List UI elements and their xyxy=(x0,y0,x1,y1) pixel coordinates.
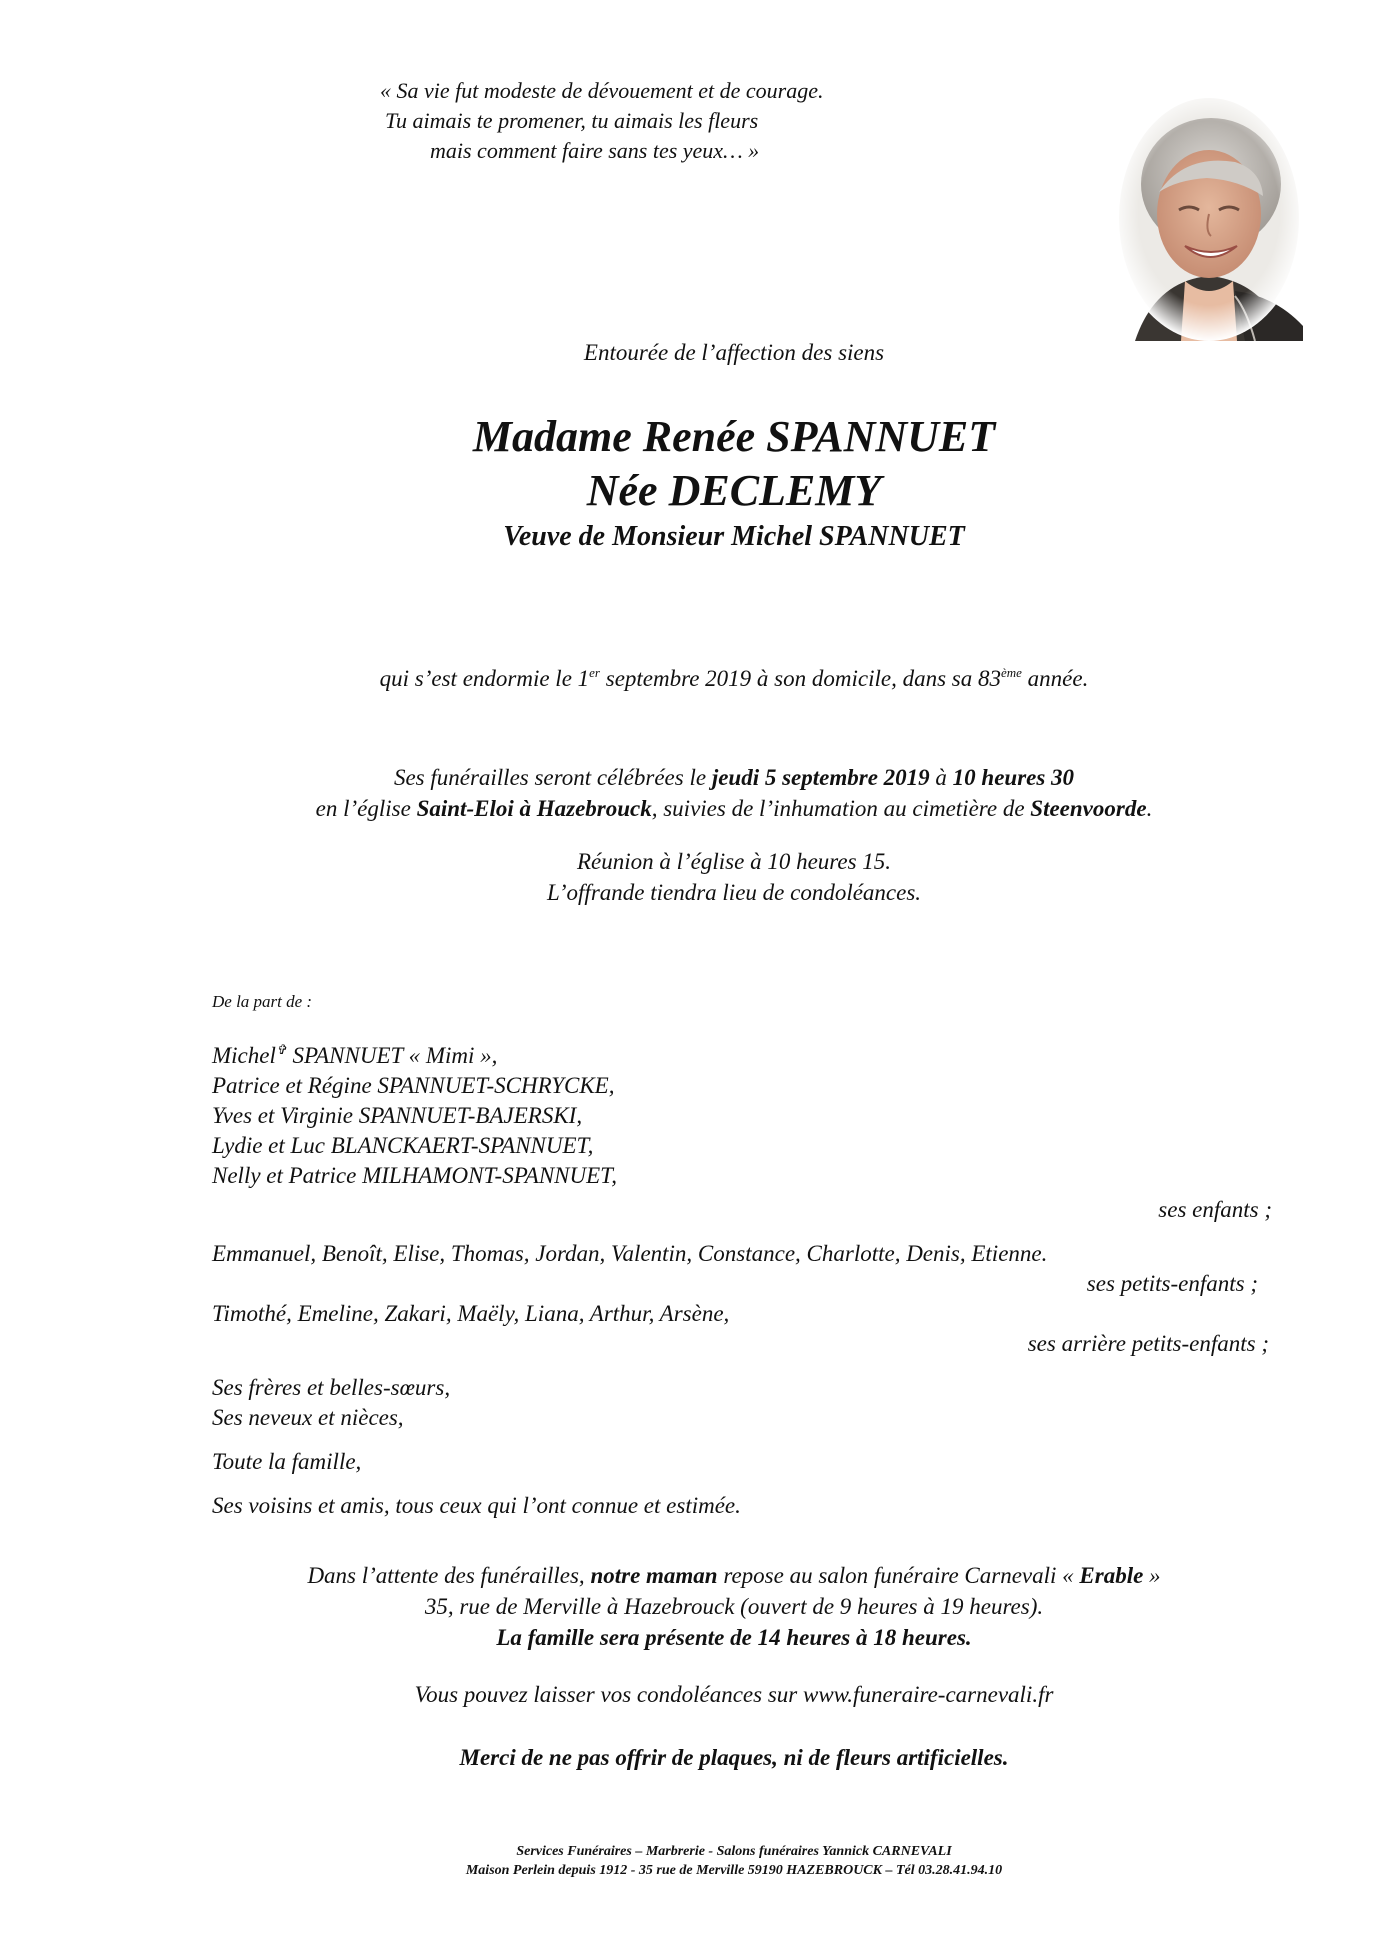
funeral-line-2 xyxy=(0,793,1378,824)
funeral-time: 10 heures 30 xyxy=(952,765,1075,790)
funeral-text-b: à xyxy=(929,765,953,790)
neighbours-line: Ses voisins et amis, tous ceux qui l’ont connue et estimée. xyxy=(212,1493,741,1518)
child-first xyxy=(212,1035,1272,1071)
quote-line-2: Tu aimais te promener, tu aimais les fleurs xyxy=(385,108,759,133)
death-text-3: année. xyxy=(1021,666,1089,691)
grandchildren-label: ses petits-enfants ; xyxy=(1086,1271,1258,1296)
quote-line-3: mais comment faire sans tes yeux… » xyxy=(430,138,760,163)
nephews-line: Ses neveux et nièces, xyxy=(212,1405,404,1430)
death-sup-2: ème xyxy=(1000,665,1022,680)
funeral-church: Saint-Eloi à Hazebrouck xyxy=(416,796,652,821)
deceased-full-name: Madame Renée SPANNUET xyxy=(472,412,996,461)
meeting-line-1: Réunion à l’église à 10 heures 15. xyxy=(576,849,892,874)
death-sup-1: er xyxy=(589,665,600,680)
grandchildren-list: Emmanuel, Benoît, Elise, Thomas, Jordan, Valentin, Constance, Charlotte, Denis, Etienne. xyxy=(212,1241,1048,1266)
salon-line-3: La famille sera présente de 14 heures à 18 heures. xyxy=(496,1625,972,1650)
child-item: Nelly et Patrice MILHAMONT-SPANNUET, xyxy=(212,1163,618,1188)
footer-line-1: Services Funéraires – Marbrerie - Salons funéraires Yannick CARNEVALI xyxy=(516,1844,952,1859)
children-label: ses enfants ; xyxy=(1158,1197,1272,1222)
death-text-1: qui s’est endormie le 1 xyxy=(379,666,590,691)
death-text-2: septembre 2019 à son domicile, dans sa 83 xyxy=(600,666,1001,691)
whole-family-line: Toute la famille, xyxy=(212,1449,362,1474)
salon-text-a: Dans l’attente des funérailles, xyxy=(307,1563,591,1588)
siblings-line: Ses frères et belles-sœurs, xyxy=(212,1375,451,1400)
deceased-maiden-name: Née DECLEMY xyxy=(586,466,882,515)
child-item: Lydie et Luc BLANCKAERT-SPANNUET, xyxy=(212,1133,594,1158)
deceased-name-block xyxy=(0,410,1378,554)
no-plaques-request: Merci de ne pas offrir de plaques, ni de fleurs artificielles. xyxy=(459,1745,1009,1770)
funeral-text-a: Ses funérailles seront célébrées le xyxy=(393,765,712,790)
funeral-salon-info xyxy=(0,1560,1378,1653)
portrait-photo xyxy=(1115,96,1303,341)
footer xyxy=(0,1842,1378,1880)
child-item: Patrice et Régine SPANNUET-SCHRYCKE, xyxy=(212,1073,615,1098)
child-first-name: Michel xyxy=(212,1043,276,1068)
quote-line-1: « Sa vie fut modeste de dévouement et de courage. xyxy=(380,78,824,103)
salon-mother: notre maman xyxy=(590,1563,718,1588)
salon-line-1 xyxy=(0,1560,1378,1591)
deceased-cross-mark: ✞ xyxy=(275,1042,287,1057)
funeral-details xyxy=(0,762,1378,824)
meeting-info xyxy=(0,846,1378,908)
funeral-cemetery: Steenvoorde xyxy=(1030,796,1147,821)
salon-room-name: Erable xyxy=(1079,1563,1144,1588)
great-grandchildren-label: ses arrière petits-enfants ; xyxy=(1027,1331,1269,1356)
opening-quote xyxy=(320,76,920,166)
child-item: Yves et Virginie SPANNUET-BAJERSKI, xyxy=(212,1103,583,1128)
salon-text-b: repose au salon funéraire Carnevali « xyxy=(717,1563,1080,1588)
family-list xyxy=(212,1035,1272,1521)
funeral-line-1 xyxy=(0,762,1378,793)
intro-line: Entourée de l’affection des siens xyxy=(583,340,885,365)
death-announcement xyxy=(0,665,1378,692)
from-label: De la part de : xyxy=(212,992,313,1011)
child-first-rest: SPANNUET « Mimi », xyxy=(286,1043,498,1068)
funeral-text-d: , suivies de l’inhumation au cimetière de xyxy=(651,796,1031,821)
salon-text-c: » xyxy=(1143,1563,1161,1588)
salon-line-2: 35, rue de Merville à Hazebrouck (ouvert de 9 heures à 19 heures). xyxy=(424,1594,1044,1619)
meeting-line-2: L’offrande tiendra lieu de condoléances. xyxy=(546,880,922,905)
great-grandchildren-list: Timothé, Emeline, Zakari, Maëly, Liana, Arthur, Arsène, xyxy=(212,1301,730,1326)
funeral-text-c: en l’église xyxy=(315,796,417,821)
funeral-date: jeudi 5 septembre 2019 xyxy=(711,765,930,790)
footer-line-2: Maison Perlein depuis 1912 - 35 rue de Merville 59190 HAZEBROUCK – Tél 03.28.41.94.10 xyxy=(465,1863,1003,1878)
funeral-text-e: . xyxy=(1146,796,1153,821)
deceased-widow-of: Veuve de Monsieur Michel SPANNUET xyxy=(503,521,965,552)
condolences-website: Vous pouvez laisser vos condoléances sur www.funeraire-carnevali.fr xyxy=(414,1682,1054,1707)
